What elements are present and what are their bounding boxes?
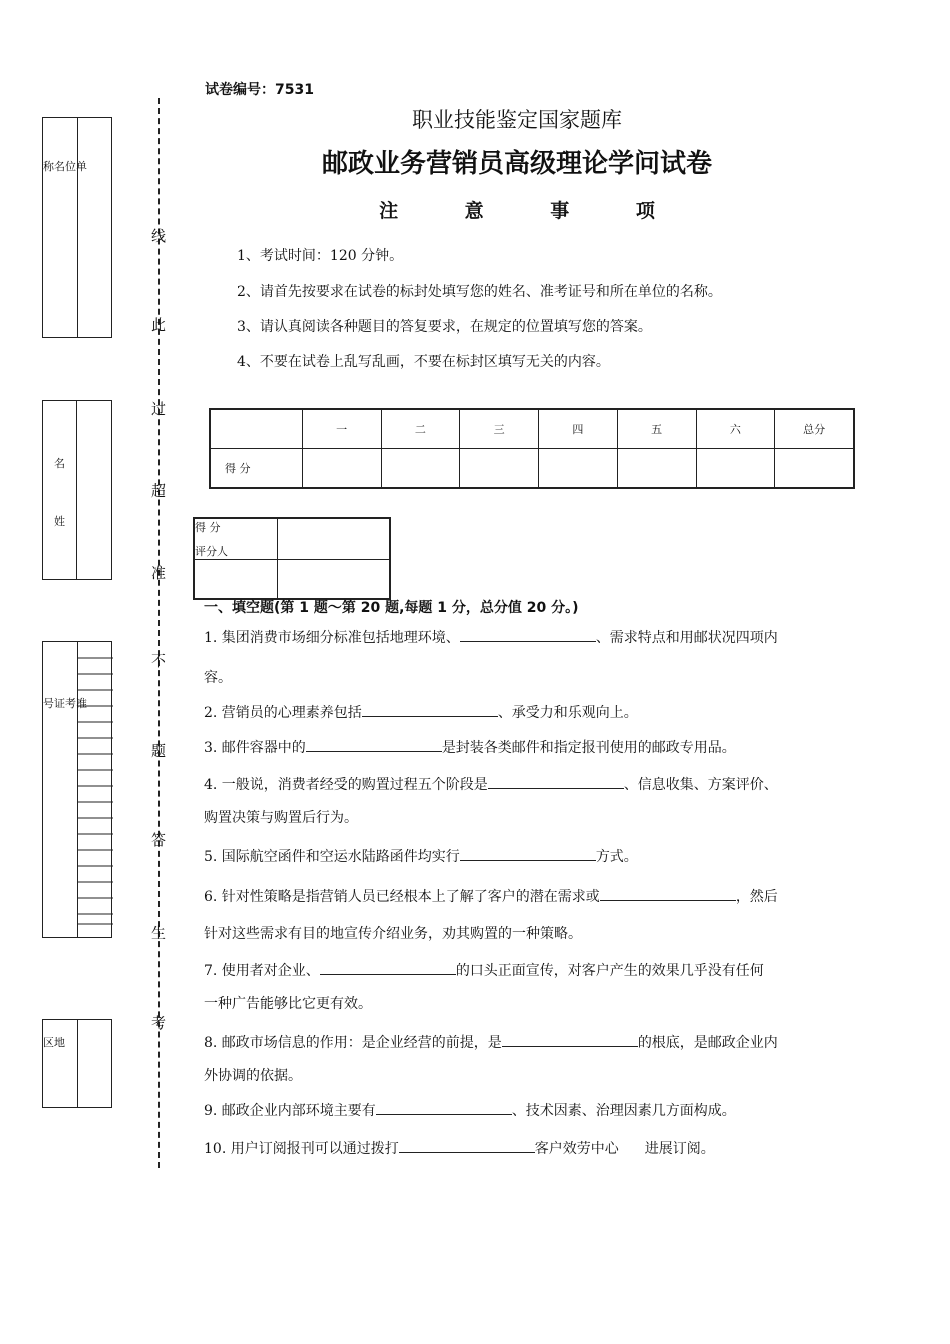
grader-label-cell xyxy=(194,518,278,560)
area-box[interactable] xyxy=(42,1019,112,1108)
score-cell[interactable] xyxy=(302,449,381,489)
name-box[interactable] xyxy=(42,400,112,580)
binding-warning-char: 线 xyxy=(151,227,167,245)
answer-blank[interactable] xyxy=(502,1034,638,1047)
answer-blank[interactable] xyxy=(460,848,596,861)
unit-name-label: 称名位单 xyxy=(43,160,87,173)
answer-blank[interactable] xyxy=(306,739,442,752)
grader-table xyxy=(193,517,391,600)
answer-blank[interactable] xyxy=(600,888,736,901)
grader-name-label: 评分人 xyxy=(195,545,228,558)
unit-name-box[interactable] xyxy=(42,117,112,338)
score-header-cell: 一 xyxy=(302,409,381,449)
binding-warning-char: 题 xyxy=(151,742,167,760)
score-row-label: 得 分 xyxy=(210,449,302,489)
exam-id-box[interactable] xyxy=(42,641,112,938)
notice-item: 4、不要在试卷上乱写乱画，不要在标封区填写无关的内容。 xyxy=(237,354,610,370)
question-8: 8. 邮政市场信息的作用：是企业经营的前提，是 的根底，是邮政企业内 外协调的依据。 xyxy=(204,1035,778,1084)
binding-warning-char: 考 xyxy=(151,1014,167,1032)
binding-warning-char: 生 xyxy=(151,924,167,942)
grader-empty-cell[interactable] xyxy=(194,560,278,600)
score-header-cell: 五 xyxy=(617,409,696,449)
score-cell[interactable] xyxy=(775,449,854,489)
notice-item: 2、请首先按要求在试卷的标封处填写您的姓名、准考证号和所在单位的名称。 xyxy=(237,284,722,300)
answer-blank[interactable] xyxy=(376,1102,512,1115)
binding-warning-char: 准 xyxy=(151,564,167,582)
name-label-char: 名 xyxy=(54,457,65,470)
answer-blank[interactable] xyxy=(460,629,596,642)
name-label-char: 姓 xyxy=(54,515,65,528)
area-label: 区地 xyxy=(43,1036,65,1049)
question-bank-title: 职业技能鉴定国家题库 xyxy=(412,108,622,132)
binding-warning-char: 此 xyxy=(151,316,167,334)
grader-score-label: 得 分 xyxy=(195,521,221,534)
binding-warning-char: 过 xyxy=(151,400,167,418)
score-cell[interactable] xyxy=(460,449,539,489)
binding-warning-char: 超 xyxy=(151,482,167,500)
question-1: 1. 集团消费市场细分标准包括地理环境、 、需求特点和用邮状况四项内 容。 xyxy=(204,630,778,686)
question-4: 4. 一般说，消费者经受的购置过程五个阶段是 、信息收集、方案评价、 购置决策与购置后行为。 xyxy=(204,777,778,826)
exam-title: 邮政业务营销员高级理论学问试卷 xyxy=(321,149,712,179)
answer-blank[interactable] xyxy=(399,1140,535,1153)
score-header-cell: 二 xyxy=(381,409,460,449)
notice-item: 3、请认真阅读各种题目的答复要求，在规定的位置填写您的答案。 xyxy=(237,319,652,335)
question-5: 5. 国际航空函件和空运水陆路函件均实行 方式。 xyxy=(204,849,638,865)
answer-blank[interactable] xyxy=(488,776,624,789)
binding-warning-char: 答 xyxy=(151,831,167,849)
score-cell[interactable] xyxy=(539,449,618,489)
grader-score-cell[interactable] xyxy=(278,518,391,560)
score-table-row xyxy=(210,449,854,489)
notice-item: 1、考试时间：120 分钟。 xyxy=(237,248,404,264)
score-cell[interactable] xyxy=(381,449,460,489)
score-header-cell: 四 xyxy=(539,409,618,449)
grader-name-cell[interactable] xyxy=(278,560,391,600)
question-10: 10. 用户订阅报刊可以通过拨打 客户效劳中心 进展订阅。 xyxy=(204,1141,715,1157)
notice-heading: 注 意 事 项 xyxy=(379,200,685,222)
score-cell[interactable] xyxy=(617,449,696,489)
exam-id-label: 号证考准 xyxy=(43,697,87,710)
binding-warning-char: 不 xyxy=(151,652,167,670)
answer-blank[interactable] xyxy=(362,704,498,717)
question-2: 2. 营销员的心理素养包括 、承受力和乐观向上。 xyxy=(204,705,638,721)
score-header-cell: 六 xyxy=(696,409,775,449)
score-header-cell: 总分 xyxy=(775,409,854,449)
question-7: 7. 使用者对企业、 的口头正面宣传，对客户产生的效果几乎没有任何 一种广告能够比它更有效。 xyxy=(204,963,764,1012)
score-cell[interactable] xyxy=(696,449,775,489)
answer-blank[interactable] xyxy=(320,962,456,975)
binding-cut-line xyxy=(158,98,160,1168)
paper-serial: 试卷编号：7531 xyxy=(205,82,314,98)
score-table-header-row xyxy=(210,409,854,449)
score-header-cell: 三 xyxy=(460,409,539,449)
section-heading: 一、填空题(第 1 题～第 20 题,每题 1 分，总分值 20 分。) xyxy=(204,600,579,616)
exam-id-digit-cells xyxy=(77,642,113,939)
question-3: 3. 邮件容器中的 是封装各类邮件和指定报刊使用的邮政专用品。 xyxy=(204,740,736,756)
score-table xyxy=(209,408,855,489)
question-6: 6. 针对性策略是指营销人员已经根本上了解了客户的潜在需求或 ，然后 针对这些需求有目的地宣传介绍业务，劝其购置的一种策略。 xyxy=(204,889,778,942)
score-header-cell xyxy=(210,409,302,449)
question-9: 9. 邮政企业内部环境主要有 、技术因素、治理因素几方面构成。 xyxy=(204,1103,736,1119)
